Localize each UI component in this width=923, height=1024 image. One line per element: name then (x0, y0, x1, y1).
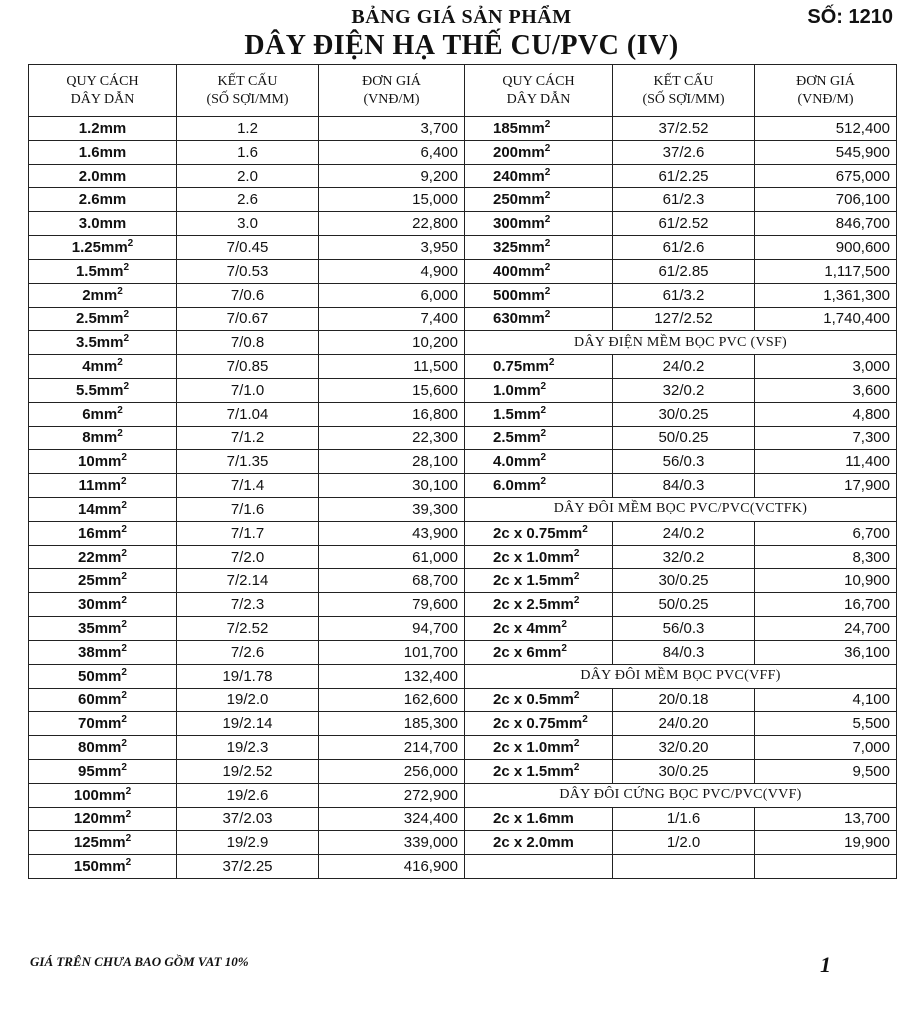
structure-cell: 2.0 (177, 164, 319, 188)
price-cell: 11,400 (755, 450, 897, 474)
spec-cell: $2.5mm^2$ (465, 426, 613, 450)
price-cell: 3,000 (755, 355, 897, 379)
document-title: BẢNG GIÁ SẢN PHẨM (351, 6, 572, 28)
spec-cell: $6mm^2$ (29, 402, 177, 426)
spec-cell: $16mm^2$ (29, 521, 177, 545)
structure-cell: 19/2.6 (177, 783, 319, 807)
table-row (29, 426, 897, 450)
price-cell: 10,900 (755, 569, 897, 593)
price-cell: 185,300 (319, 712, 465, 736)
spec-cell: 2.6mm (29, 188, 177, 212)
structure-cell: 61/2.25 (613, 164, 755, 188)
spec-cell: $50mm^2$ (29, 664, 177, 688)
header-spec-left: QUY CÁCH DÂY DẪN (29, 65, 177, 117)
spec-cell: $14mm^2$ (29, 498, 177, 522)
header-row (29, 65, 897, 117)
structure-cell: 37/2.03 (177, 807, 319, 831)
structure-cell: 19/2.52 (177, 759, 319, 783)
document-number (807, 6, 893, 29)
price-cell: 7,400 (319, 307, 465, 331)
spec-cell: 1.6mm (29, 140, 177, 164)
spec-cell: 2c x $2.5mm^2$ (465, 593, 613, 617)
spec-cell: $80mm^2$ (29, 736, 177, 760)
spec-cell: 1.2mm (29, 117, 177, 141)
price-table (28, 64, 897, 879)
price-cell: 79,600 (319, 593, 465, 617)
price-cell: 3,950 (319, 236, 465, 260)
document-subtitle: DÂY ĐIỆN HẠ THẾ CU/PVC (IV) (244, 30, 679, 61)
structure-cell: 1.2 (177, 117, 319, 141)
table-row (29, 307, 897, 331)
price-cell: 7,000 (755, 736, 897, 760)
structure-cell: 7/2.0 (177, 545, 319, 569)
spec-cell: $60mm^2$ (29, 688, 177, 712)
spec-cell: 2c x $1.5mm^2$ (465, 569, 613, 593)
structure-cell: 32/0.20 (613, 736, 755, 760)
table-row (29, 807, 897, 831)
table-row (29, 236, 897, 260)
structure-cell: 37/2.6 (613, 140, 755, 164)
spec-cell: 2c x $1.0mm^2$ (465, 736, 613, 760)
spec-cell: $185mm^2$ (465, 117, 613, 141)
price-cell: 8,300 (755, 545, 897, 569)
structure-cell: 24/0.2 (613, 355, 755, 379)
spec-cell: $2.5mm^2$ (29, 307, 177, 331)
table-row (29, 117, 897, 141)
table-row (29, 521, 897, 545)
table-row (29, 759, 897, 783)
price-cell: 94,700 (319, 617, 465, 641)
spec-cell: $10mm^2$ (29, 450, 177, 474)
price-cell: 162,600 (319, 688, 465, 712)
structure-cell: 61/3.2 (613, 283, 755, 307)
table-row (29, 498, 897, 522)
header-price-right: ĐƠN GIÁ (VNĐ/M) (755, 65, 897, 117)
spec-cell: $500mm^2$ (465, 283, 613, 307)
document-number-label: SỐ: (807, 6, 843, 28)
structure-cell: 37/2.52 (613, 117, 755, 141)
structure-cell: 7/0.8 (177, 331, 319, 355)
structure-cell: 24/0.20 (613, 712, 755, 736)
structure-cell: 7/2.52 (177, 617, 319, 641)
table-row (29, 855, 897, 879)
table-row (29, 545, 897, 569)
structure-cell: 1.6 (177, 140, 319, 164)
spec-cell: $4mm^2$ (29, 355, 177, 379)
price-cell: 900,600 (755, 236, 897, 260)
table-row (29, 640, 897, 664)
spec-cell: $4.0mm^2$ (465, 450, 613, 474)
structure-cell: 50/0.25 (613, 593, 755, 617)
price-cell: 22,800 (319, 212, 465, 236)
price-cell: 16,700 (755, 593, 897, 617)
price-cell: 706,100 (755, 188, 897, 212)
price-cell: 101,700 (319, 640, 465, 664)
price-cell (755, 855, 897, 879)
spec-cell: $30mm^2$ (29, 593, 177, 617)
price-cell: 324,400 (319, 807, 465, 831)
spec-cell: $11mm^2$ (29, 474, 177, 498)
structure-cell: 3.0 (177, 212, 319, 236)
spec-cell: 3.0mm (29, 212, 177, 236)
price-cell: 1,740,400 (755, 307, 897, 331)
price-cell: 9,200 (319, 164, 465, 188)
table-row (29, 212, 897, 236)
table-row (29, 164, 897, 188)
section-heading: DÂY ĐÔI MỀM BỌC PVC(VFF) (465, 664, 897, 688)
table-row (29, 736, 897, 760)
table-row (29, 783, 897, 807)
price-cell: 6,000 (319, 283, 465, 307)
structure-cell: 61/2.85 (613, 259, 755, 283)
spec-cell: $35mm^2$ (29, 617, 177, 641)
structure-cell: 127/2.52 (613, 307, 755, 331)
structure-cell: 7/2.14 (177, 569, 319, 593)
price-cell: 10,200 (319, 331, 465, 355)
structure-cell: 7/1.04 (177, 402, 319, 426)
header-spec-right: QUY CÁCH DÂY DẪN (465, 65, 613, 117)
table-row (29, 402, 897, 426)
price-cell: 5,500 (755, 712, 897, 736)
price-cell: 11,500 (319, 355, 465, 379)
table-row (29, 712, 897, 736)
spec-cell: $240mm^2$ (465, 164, 613, 188)
spec-cell: $3.5mm^2$ (29, 331, 177, 355)
price-cell: 16,800 (319, 402, 465, 426)
spec-cell: $325mm^2$ (465, 236, 613, 260)
structure-cell: 19/1.78 (177, 664, 319, 688)
structure-cell: 32/0.2 (613, 545, 755, 569)
spec-cell: $95mm^2$ (29, 759, 177, 783)
price-cell: 7,300 (755, 426, 897, 450)
price-cell: 4,800 (755, 402, 897, 426)
section-heading: DÂY ĐÔI CỨNG BỌC PVC/PVC(VVF) (465, 783, 897, 807)
spec-cell: 2c x 1.6mm (465, 807, 613, 831)
structure-cell: 30/0.25 (613, 402, 755, 426)
spec-cell: $120mm^2$ (29, 807, 177, 831)
spec-cell: 2c x 2.0mm (465, 831, 613, 855)
spec-cell: $8mm^2$ (29, 426, 177, 450)
spec-cell: $6.0mm^2$ (465, 474, 613, 498)
price-cell: 675,000 (755, 164, 897, 188)
spec-cell: $22mm^2$ (29, 545, 177, 569)
price-cell: 272,900 (319, 783, 465, 807)
page-number: 1 (820, 952, 831, 977)
price-cell: 15,000 (319, 188, 465, 212)
structure-cell: 7/0.53 (177, 259, 319, 283)
structure-cell: 19/2.9 (177, 831, 319, 855)
structure-cell: 7/1.35 (177, 450, 319, 474)
structure-cell: 7/0.6 (177, 283, 319, 307)
structure-cell: 7/1.7 (177, 521, 319, 545)
structure-cell: 37/2.25 (177, 855, 319, 879)
table-row (29, 283, 897, 307)
structure-cell: 7/0.85 (177, 355, 319, 379)
section-heading: DÂY ĐÔI MỀM BỌC PVC/PVC(VCTFK) (465, 498, 897, 522)
spec-cell: 2.0mm (29, 164, 177, 188)
spec-cell: 2c x $0.75mm^2$ (465, 521, 613, 545)
price-cell: 13,700 (755, 807, 897, 831)
spec-cell: $630mm^2$ (465, 307, 613, 331)
spec-cell: $300mm^2$ (465, 212, 613, 236)
table-row (29, 831, 897, 855)
spec-cell: $100mm^2$ (29, 783, 177, 807)
spec-cell: $1.5mm^2$ (465, 402, 613, 426)
structure-cell: 7/1.0 (177, 378, 319, 402)
price-cell: 416,900 (319, 855, 465, 879)
table-row (29, 569, 897, 593)
price-cell: 9,500 (755, 759, 897, 783)
header-price-left: ĐƠN GIÁ (VNĐ/M) (319, 65, 465, 117)
structure-cell: 30/0.25 (613, 759, 755, 783)
price-cell: 36,100 (755, 640, 897, 664)
structure-cell: 56/0.3 (613, 617, 755, 641)
spec-cell: $1.5mm^2$ (29, 259, 177, 283)
price-cell: 339,000 (319, 831, 465, 855)
price-table-body (29, 117, 897, 879)
price-cell: 68,700 (319, 569, 465, 593)
price-cell: 3,700 (319, 117, 465, 141)
price-cell: 132,400 (319, 664, 465, 688)
structure-cell (613, 855, 755, 879)
structure-cell: 19/2.3 (177, 736, 319, 760)
price-cell: 214,700 (319, 736, 465, 760)
structure-cell: 32/0.2 (613, 378, 755, 402)
vat-note: GIÁ TRÊN CHƯA BAO GỒM VAT 10% (30, 954, 249, 969)
price-cell: 15,600 (319, 378, 465, 402)
price-cell: 545,900 (755, 140, 897, 164)
spec-cell: 2c x $1.0mm^2$ (465, 545, 613, 569)
table-row (29, 617, 897, 641)
structure-cell: 61/2.52 (613, 212, 755, 236)
price-cell: 24,700 (755, 617, 897, 641)
header-structure-right: KẾT CẤU (SỐ SỢI/MM) (613, 65, 755, 117)
spec-cell: $1.0mm^2$ (465, 378, 613, 402)
price-cell: 43,900 (319, 521, 465, 545)
price-cell: 61,000 (319, 545, 465, 569)
structure-cell: 24/0.2 (613, 521, 755, 545)
structure-cell: 7/2.6 (177, 640, 319, 664)
spec-cell: 2c x $4mm^2$ (465, 617, 613, 641)
spec-cell: $1.25mm^2$ (29, 236, 177, 260)
table-row (29, 259, 897, 283)
table-row (29, 331, 897, 355)
spec-cell: 2c x $6mm^2$ (465, 640, 613, 664)
section-heading: DÂY ĐIỆN MỀM BỌC PVC (VSF) (465, 331, 897, 355)
structure-cell: 2.6 (177, 188, 319, 212)
spec-cell: 2c x $0.75mm^2$ (465, 712, 613, 736)
structure-cell: 30/0.25 (613, 569, 755, 593)
price-table-header (29, 65, 897, 117)
structure-cell: 19/2.0 (177, 688, 319, 712)
structure-cell: 7/1.4 (177, 474, 319, 498)
structure-cell: 7/1.2 (177, 426, 319, 450)
table-row (29, 378, 897, 402)
table-row (29, 188, 897, 212)
spec-cell: $250mm^2$ (465, 188, 613, 212)
price-cell: 6,400 (319, 140, 465, 164)
price-cell: 30,100 (319, 474, 465, 498)
price-cell: 3,600 (755, 378, 897, 402)
spec-cell: $400mm^2$ (465, 259, 613, 283)
spec-cell: $2mm^2$ (29, 283, 177, 307)
spec-cell: 2c x $1.5mm^2$ (465, 759, 613, 783)
structure-cell: 84/0.3 (613, 474, 755, 498)
table-row (29, 664, 897, 688)
structure-cell: 7/1.6 (177, 498, 319, 522)
structure-cell: 50/0.25 (613, 426, 755, 450)
structure-cell: 61/2.3 (613, 188, 755, 212)
structure-cell: 1/1.6 (613, 807, 755, 831)
spec-cell: $38mm^2$ (29, 640, 177, 664)
price-cell: 512,400 (755, 117, 897, 141)
structure-cell: 84/0.3 (613, 640, 755, 664)
document-number-value: 1210 (848, 6, 893, 28)
price-cell: 39,300 (319, 498, 465, 522)
table-row (29, 450, 897, 474)
price-cell: 28,100 (319, 450, 465, 474)
structure-cell: 1/2.0 (613, 831, 755, 855)
spec-cell: 2c x $0.5mm^2$ (465, 688, 613, 712)
spec-cell: $150mm^2$ (29, 855, 177, 879)
table-row (29, 688, 897, 712)
spec-cell: $125mm^2$ (29, 831, 177, 855)
header-structure-left: KẾT CẤU (SỐ SỢI/MM) (177, 65, 319, 117)
structure-cell: 20/0.18 (613, 688, 755, 712)
price-cell: 6,700 (755, 521, 897, 545)
price-cell: 1,117,500 (755, 259, 897, 283)
spec-cell: $200mm^2$ (465, 140, 613, 164)
price-cell: 4,100 (755, 688, 897, 712)
table-row (29, 593, 897, 617)
price-cell: 4,900 (319, 259, 465, 283)
spec-cell: $25mm^2$ (29, 569, 177, 593)
spec-cell: $5.5mm^2$ (29, 378, 177, 402)
structure-cell: 56/0.3 (613, 450, 755, 474)
table-row (29, 140, 897, 164)
price-cell: 22,300 (319, 426, 465, 450)
spec-cell (465, 855, 613, 879)
structure-cell: 19/2.14 (177, 712, 319, 736)
price-cell: 846,700 (755, 212, 897, 236)
price-cell: 1,361,300 (755, 283, 897, 307)
structure-cell: 61/2.6 (613, 236, 755, 260)
table-row (29, 474, 897, 498)
structure-cell: 7/0.45 (177, 236, 319, 260)
spec-cell: $70mm^2$ (29, 712, 177, 736)
price-cell: 256,000 (319, 759, 465, 783)
price-cell: 19,900 (755, 831, 897, 855)
spec-cell: $0.75mm^2$ (465, 355, 613, 379)
table-row (29, 355, 897, 379)
price-cell: 17,900 (755, 474, 897, 498)
structure-cell: 7/2.3 (177, 593, 319, 617)
structure-cell: 7/0.67 (177, 307, 319, 331)
